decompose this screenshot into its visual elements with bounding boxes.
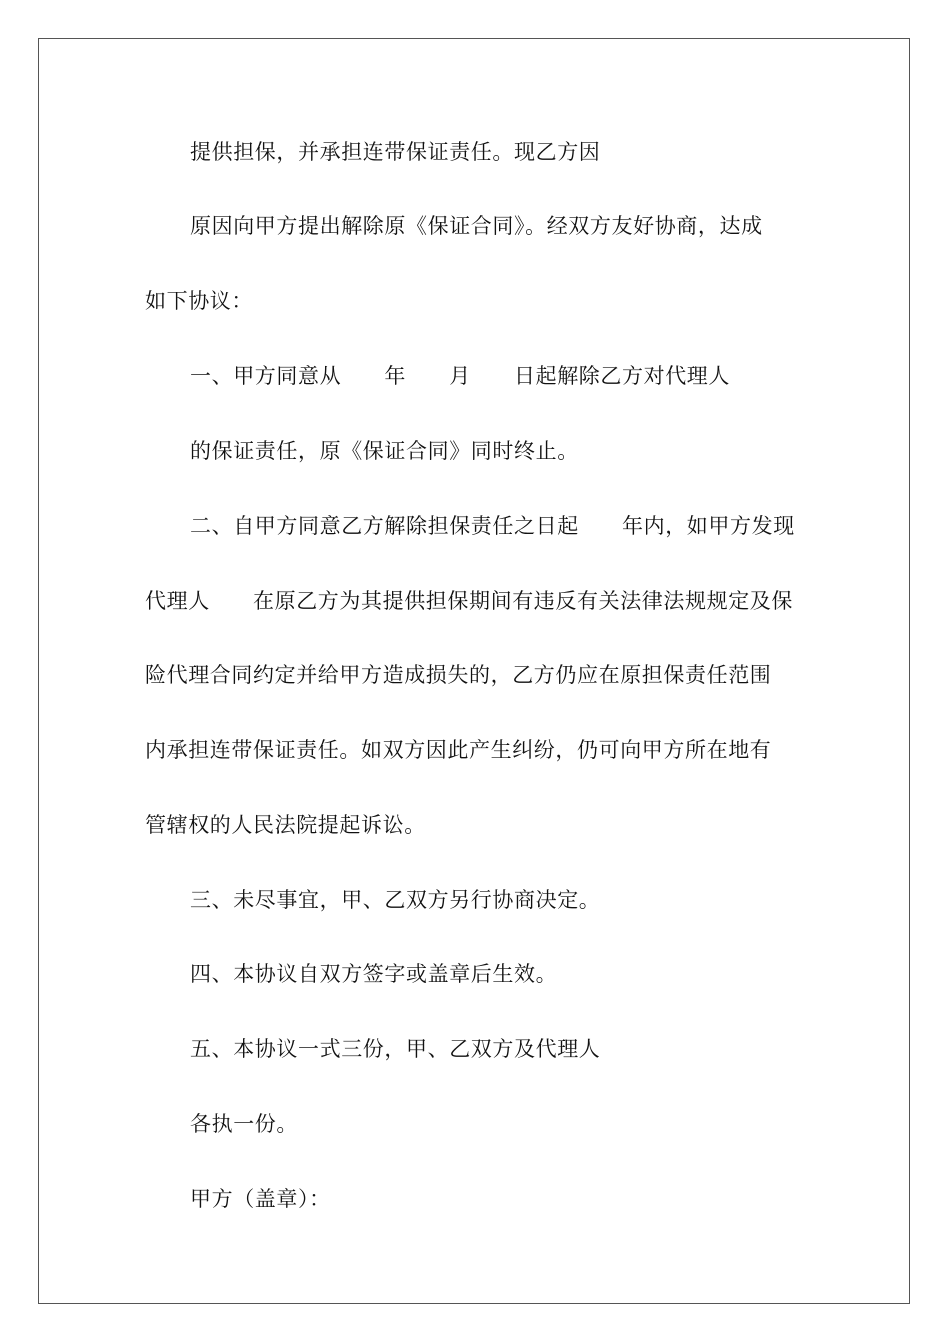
clause-four: 四、本协议自双方签字或盖章后生效。: [190, 962, 558, 986]
clause-two-line-4: 内承担连带保证责任。如双方因此产生纠纷，仍可向甲方所在地有: [145, 738, 772, 762]
clause-one-line-1: 一、甲方同意从 年 月 日起解除乙方对代理人: [190, 364, 730, 388]
clause-one-line-2: 的保证责任，原《保证合同》同时终止。: [190, 439, 579, 463]
clause-two-line-3: 险代理合同约定并给甲方造成损失的，乙方仍应在原担保责任范围: [145, 663, 772, 687]
paragraph-line-3: 如下协议：: [145, 289, 253, 313]
clause-five-line-1: 五、本协议一式三份，甲、乙双方及代理人: [190, 1037, 601, 1061]
paragraph-line-1: 提供担保，并承担连带保证责任。现乙方因: [190, 140, 601, 164]
party-a-seal-label: 甲方（盖章）：: [190, 1187, 331, 1211]
clause-two-line-1: 二、自甲方同意乙方解除担保责任之日起 年内，如甲方发现: [190, 514, 795, 538]
paragraph-line-2: 原因向甲方提出解除原《保证合同》。经双方友好协商，达成: [190, 214, 763, 238]
clause-two-line-5: 管辖权的人民法院提起诉讼。: [145, 813, 426, 837]
clause-three: 三、未尽事宜，甲、乙双方另行协商决定。: [190, 888, 601, 912]
clause-two-line-2: 代理人 在原乙方为其提供担保期间有违反有关法律法规规定及保: [145, 589, 793, 613]
clause-five-line-2: 各执一份。: [190, 1112, 298, 1136]
